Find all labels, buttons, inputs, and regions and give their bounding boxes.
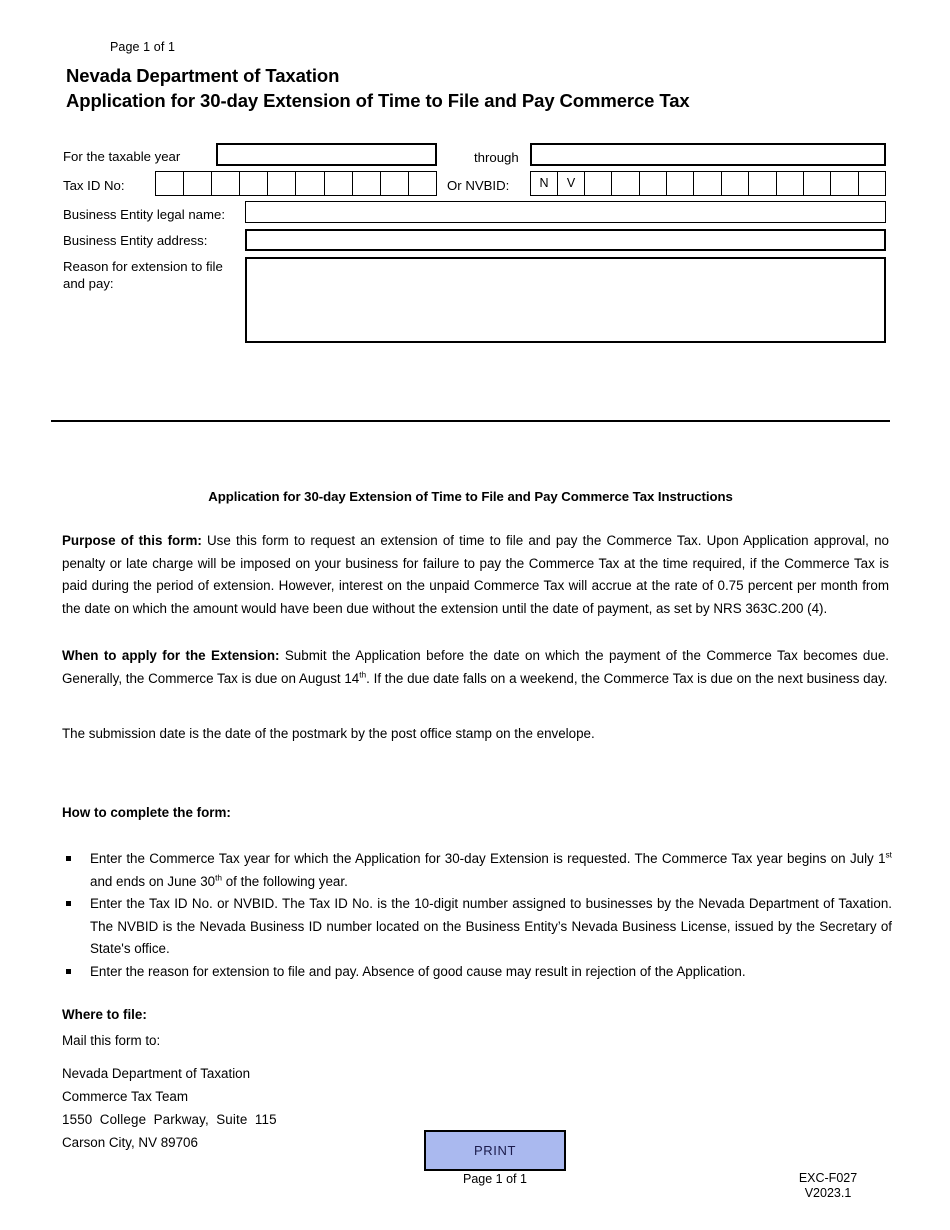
title-agency: Nevada Department of Taxation <box>66 65 340 86</box>
how-to-complete-list <box>62 848 892 984</box>
nvbid-label: Or NVBID: <box>447 178 510 193</box>
business-address-input[interactable] <box>245 229 886 251</box>
tax-id-seg-cell-9[interactable] <box>409 172 436 195</box>
bullet1-ordinal-suffix-2: th <box>215 872 223 883</box>
bullet3-text: Enter the reason for extension to file and pay. Absence of good cause may result in rejection of the Application. <box>90 963 746 979</box>
nvbid-seg-cell-5[interactable] <box>722 172 749 195</box>
list-item <box>62 893 892 961</box>
section-divider <box>51 420 890 422</box>
reason-label-line2: and pay: <box>63 276 114 291</box>
tax-id-seg-cell-4[interactable] <box>268 172 296 195</box>
bullet1-text-3: of the following year. <box>222 873 348 889</box>
taxable-year-input[interactable] <box>216 143 437 166</box>
nvbid-seg-cell-3[interactable] <box>667 172 694 195</box>
address-line-0: Nevada Department of Taxation <box>62 1066 251 1081</box>
taxable-year-label: For the taxable year <box>63 149 181 164</box>
form-code-footer <box>768 1171 888 1201</box>
tax-id-seg-cell-0[interactable] <box>156 172 184 195</box>
bullet1-text-1: Enter the Commerce Tax year for which the Application for 30-day Extension is requested. The Commerce Tax year begins on July 1 <box>90 851 886 866</box>
when-to-apply-label: When to apply for the Extension: <box>62 648 280 663</box>
nvbid-seg-cell-9[interactable] <box>831 172 858 195</box>
bullet2-text: Enter the Tax ID No. or NVBID. The Tax ID No. is the 10-digit number assigned to businesses by the Nevada Department of Taxation. The NVBID is the Nevada Business ID number located on the Business Entity’s Nevada Business License, issued by the Secretary of State's office. <box>90 896 892 957</box>
nvbid-seg-cell-1[interactable] <box>612 172 639 195</box>
tax-id-seg-cell-8[interactable] <box>381 172 409 195</box>
instructions-heading: Application for 30-day Extension of Time to File and Pay Commerce Tax Instructions <box>208 489 733 504</box>
tax-id-seg-cell-7[interactable] <box>353 172 381 195</box>
page-marker-top: Page 1 of 1 <box>110 40 176 54</box>
nvbid-seg-cell-6[interactable] <box>749 172 776 195</box>
list-item <box>62 961 892 984</box>
form-code: EXC-F027 <box>798 1171 858 1185</box>
bullet-square-icon <box>66 969 71 974</box>
purpose-paragraph <box>62 530 889 620</box>
legal-name-input[interactable] <box>245 201 886 223</box>
address-line-2: 1550 College Parkway, Suite 115 <box>62 1112 277 1127</box>
nvbid-seg-prefix-1: V <box>558 172 585 195</box>
when-to-apply-text-1: Submit the Application before the date on which the payment of the Commerce Tax becomes due. Generally, the Commerce Tax is due on August 14 <box>62 648 889 686</box>
bullet1-text-2: and ends on June 30 <box>90 873 216 889</box>
page-marker-bottom: Page 1 of 1 <box>463 1172 527 1186</box>
tax-id-seg-cell-6[interactable] <box>325 172 353 195</box>
bullet-square-icon <box>66 901 71 906</box>
where-to-file-heading: Where to file: <box>62 1007 147 1022</box>
legal-name-label: Business Entity legal name: <box>63 207 225 222</box>
purpose-text: Use this form to request an extension of time to file and pay the Commerce Tax. Upon Application approval, no penalty or late charge will be imposed on your business for failure to pay the Commerce Tax at the time required, if the Commerce Tax is paid during the period of extension. However, interest on the unpaid Commerce Tax will accrue at the rate of 0.75 percent per month from the date on which the amount would have been due without the extension until the date of payment, as set by NRS 363C.200 (4). <box>62 533 889 616</box>
tax-id-label: Tax ID No: <box>63 178 125 193</box>
when-ordinal-suffix: th <box>359 669 367 680</box>
tax-id-seg-cell-5[interactable] <box>296 172 324 195</box>
through-label: through <box>474 150 519 165</box>
nvbid-cells[interactable] <box>530 171 886 196</box>
tax-id-seg-cell-3[interactable] <box>240 172 268 195</box>
nvbid-seg-cell-4[interactable] <box>694 172 721 195</box>
reason-label-line1: Reason for extension to file <box>63 259 223 274</box>
form-version: V2023.1 <box>804 1186 852 1200</box>
bullet1-ordinal-suffix-1: st <box>885 849 892 860</box>
nvbid-seg-cell-8[interactable] <box>804 172 831 195</box>
nvbid-seg-cell-0[interactable] <box>585 172 612 195</box>
nvbid-seg-prefix-0: N <box>531 172 558 195</box>
postmark-paragraph: The submission date is the date of the postmark by the post office stamp on the envelope. <box>62 726 595 741</box>
bullet-square-icon <box>66 856 71 861</box>
nvbid-seg-cell-7[interactable] <box>777 172 804 195</box>
address-line-1: Commerce Tax Team <box>62 1089 189 1104</box>
mail-to-text: Mail this form to: <box>62 1033 161 1048</box>
title-form-name: Application for 30-day Extension of Time to File and Pay Commerce Tax <box>66 90 690 111</box>
form-fields-area <box>0 0 950 400</box>
when-to-apply-paragraph <box>62 645 889 690</box>
nvbid-seg-cell-10[interactable] <box>859 172 885 195</box>
list-item <box>62 848 892 893</box>
through-input[interactable] <box>530 143 886 166</box>
tax-id-seg-cell-1[interactable] <box>184 172 212 195</box>
when-to-apply-text-2: . If the due date falls on a weekend, the Commerce Tax is due on the next business day. <box>366 670 888 686</box>
business-address-label: Business Entity address: <box>63 233 208 248</box>
print-button[interactable]: PRINT <box>424 1130 566 1171</box>
reason-textarea[interactable] <box>245 257 886 343</box>
address-line-3: Carson City, NV 89706 <box>62 1135 198 1150</box>
purpose-label: Purpose of this form: <box>62 533 202 548</box>
nvbid-seg-cell-2[interactable] <box>640 172 667 195</box>
mailing-address <box>62 1062 277 1154</box>
tax-id-seg-cell-2[interactable] <box>212 172 240 195</box>
how-to-complete-heading: How to complete the form: <box>62 805 231 820</box>
tax-id-cells[interactable] <box>155 171 437 196</box>
